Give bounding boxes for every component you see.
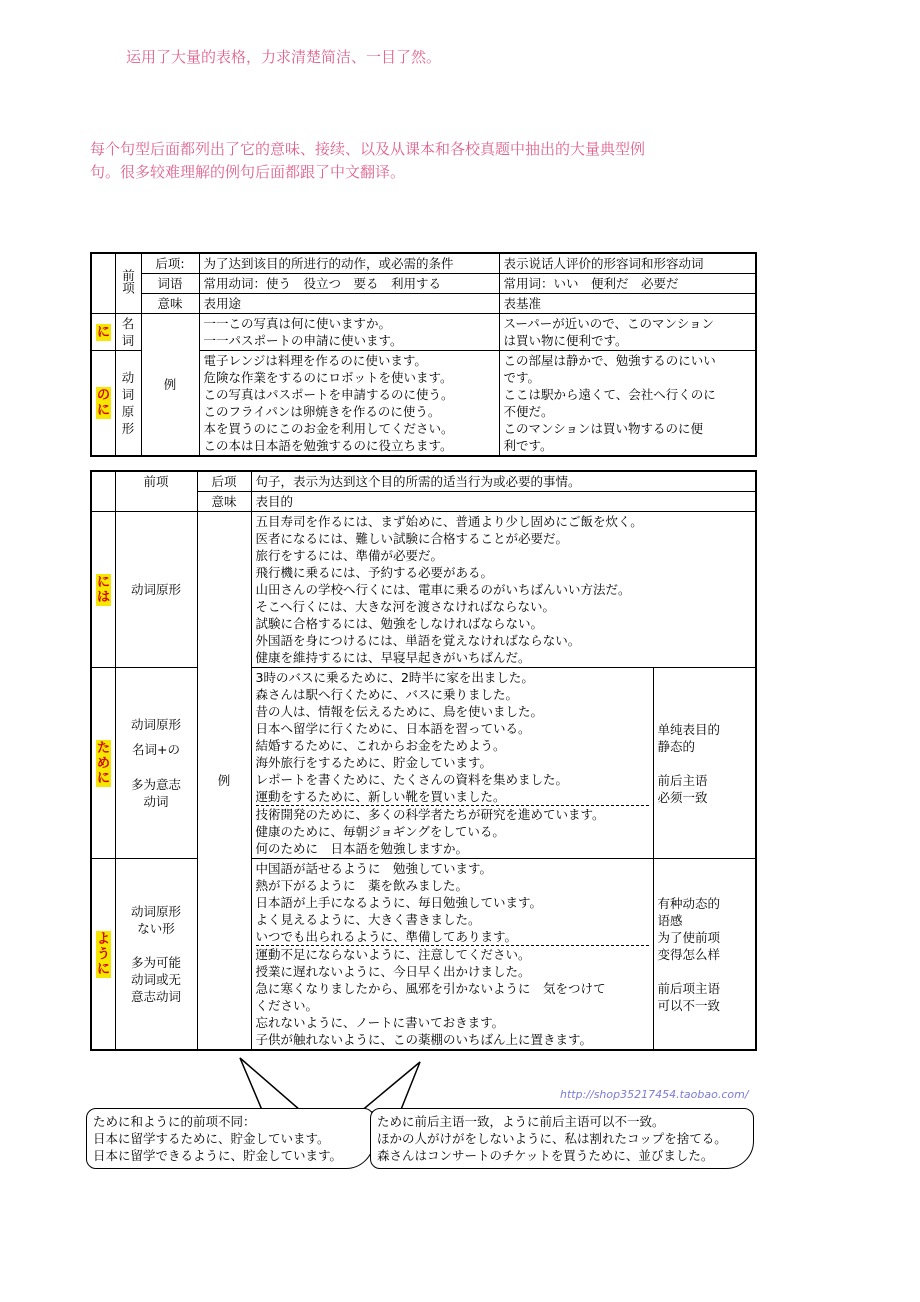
table2-yiwei-label: 意味 xyxy=(197,492,251,512)
table1-yiwei-label: 意味 xyxy=(141,294,199,314)
callout-right: ために前后主语一致，ように前后主语可以不一致。 ほかの人がけがをしないように、私は割れたコップを捨てる。 森さんはコンサートのチケットを買うために、並びました。 xyxy=(370,1108,754,1169)
callout-left: ために和ように的前项不同： 日本に留学するために、貯金しています。 日本に留学できるように、貯金しています。 xyxy=(86,1108,374,1169)
niwa-label-cell xyxy=(91,512,115,668)
shop-watermark-url: http://shop35217454.taobao.com/ xyxy=(560,1088,749,1101)
tameni-label: ために xyxy=(97,740,111,786)
table2-rei-label: 例 xyxy=(197,512,251,1051)
intro-line-1: 运用了大量的表格，力求清楚简洁、一目了然。 xyxy=(126,48,442,66)
tameni-front: 动词原形 名词+の 多为意志 动词 xyxy=(115,668,197,859)
table1-header-row-1 xyxy=(91,253,756,274)
table1-left-common: 常用动词：使う 役立つ 要る 利用する xyxy=(199,274,499,294)
noni-label-cell xyxy=(91,351,115,457)
noun-label: 名 词 xyxy=(115,314,141,351)
table1-right-meaning: 表基准 xyxy=(499,294,756,314)
table1-header-row-3 xyxy=(91,294,756,314)
table1-ciyu-label: 词语 xyxy=(141,274,199,294)
tameni-note: 单纯表目的 静态的 前后主语 必须一致 xyxy=(653,668,756,859)
youni-front: 动词原形 ない形 多为可能 动词或无 意志动词 xyxy=(115,859,197,1051)
table2-corner xyxy=(91,471,115,512)
table1-qianxiang-header: 前项 xyxy=(115,253,141,314)
table1-left-meaning: 表用途 xyxy=(199,294,499,314)
intro-paragraph-line-1: 每个句型后面都列出了它的意味、接续、以及从课本和各校真题中抽出的大量典型例 xyxy=(90,140,646,158)
grammar-table-ni-noni xyxy=(90,252,757,457)
table2-houxiang-label: 后项 xyxy=(197,471,251,492)
niwa-row xyxy=(91,512,756,668)
niwa-front: 动词原形 xyxy=(115,512,197,668)
verb-label: 动 词 原 形 xyxy=(115,351,141,457)
youni-row xyxy=(91,859,756,1051)
table1-ni-row xyxy=(91,314,756,351)
grammar-table-niwa-tameni-youni xyxy=(90,470,757,1051)
callout-tail-right xyxy=(360,1062,420,1112)
ni-right-examples: スーパーが近いので、このマンション は買い物に便利です。 xyxy=(499,314,756,351)
table1-corner xyxy=(91,253,115,314)
tameni-label-cell xyxy=(91,668,115,859)
table2-houxiang-text: 句子，表示为达到这个目的所需的适当行为或必要的事情。 xyxy=(251,471,756,492)
table1-header-row-2 xyxy=(91,274,756,294)
niwa-label: には xyxy=(97,574,111,605)
youni-label-cell xyxy=(91,859,115,1051)
intro-paragraph-line-2: 句。很多较难理解的例句后面都跟了中文翻译。 xyxy=(90,163,406,181)
table1-rei-label: 例 xyxy=(141,314,199,457)
ni-label-cell xyxy=(91,314,115,351)
table2-qianxiang-header: 前项 xyxy=(115,471,197,512)
tameni-row xyxy=(91,668,756,859)
callout-tail-left xyxy=(240,1058,300,1110)
youni-label: ように xyxy=(97,931,111,977)
youni-examples: 中国語が話せるように 勉強しています。 熱が下がるように 薬を飲みました。 日本語が上手になるように、毎日勉強しています。 よく見えるように、大きく書きました。 いつでも出られるように、準備してあります。 運動不足にならないように、注意してください。 授業に遅れないように、今日早く出かけました。 急に寒くなりましたから、風邪を引かないように 気をつけて ください。 忘れないように、ノートに書いておきます。 子供が触れないように、この薬棚のいちばん上に置きます。 xyxy=(251,859,653,1051)
noni-label: のに xyxy=(97,388,111,418)
ni-left-examples: 一一この写真は何に使いますか。 一一パスポートの申請に使います。 xyxy=(199,314,499,351)
table2-header-row-1 xyxy=(91,471,756,492)
youni-note: 有种动态的 语感 为了使前项 变得怎么样 前后项主语 可以不一致 xyxy=(653,859,756,1051)
niwa-examples: 五目寿司を作るには、まず始めに、普通より少し固めにご飯を炊く。 医者になるには、難しい試験に合格することが必要だ。 旅行をするには、準備が必要だ。 飛行機に乗るには、予約する必要がある。 山田さんの学校へ行くには、電車に乗るのがいちばんいい方法だ。 そこへ行くには、大きな河を渡さなければならない。 試験に合格するには、勉強をしなければならない。 外国語を身につけるには、単語を覚えなければならない。 健康を維持するには、早寝早起きがいちばんだ。 xyxy=(251,512,756,668)
noni-right-examples: この部屋は静かで、勉強するのにいい です。 ここは駅から遠くて、会社へ行くのに 不便だ。 このマンションは買い物するのに便 利です。 xyxy=(499,351,756,457)
tameni-examples: 3時のバスに乗るために、2時半に家を出ました。 森さんは駅へ行くために、バスに乗りました。 昔の人は、情報を伝えるために、鳥を使いました。 日本へ留学に行くために、日本語を習っている。 結婚するために、これからお金をためよう。 海外旅行をするために、貯金しています。 レポートを書くために、たくさんの資料を集めました。 運動をするために、新しい靴を買いました。 技術開発のために、多くの科学者たちが研究を進めています。 健康のために、毎朝ジョギングをしている。 何のために 日本語を勉強しますか。 xyxy=(251,668,653,859)
table2-meaning-text: 表目的 xyxy=(251,492,756,512)
table1-right-purpose: 表示说话人评价的形容词和形容动词 xyxy=(499,253,756,274)
table1-left-purpose: 为了达到该目的所进行的动作，或必需的条件 xyxy=(199,253,499,274)
ni-label: に xyxy=(97,325,111,340)
noni-left-examples: 電子レンジは料理を作るのに使います。 危険な作業をするのにロボットを使います。 この写真はパスポートを申請するのに使う。 このフライパンは卵焼きを作るのに使う。 本を買うのにこのお金を利用してください。 この本は日本語を勉強するのに役立ちます。 xyxy=(199,351,499,457)
table1-houxiang-label: 后项: xyxy=(141,253,199,274)
table1-right-common: 常用词：いい 便利だ 必要だ xyxy=(499,274,756,294)
